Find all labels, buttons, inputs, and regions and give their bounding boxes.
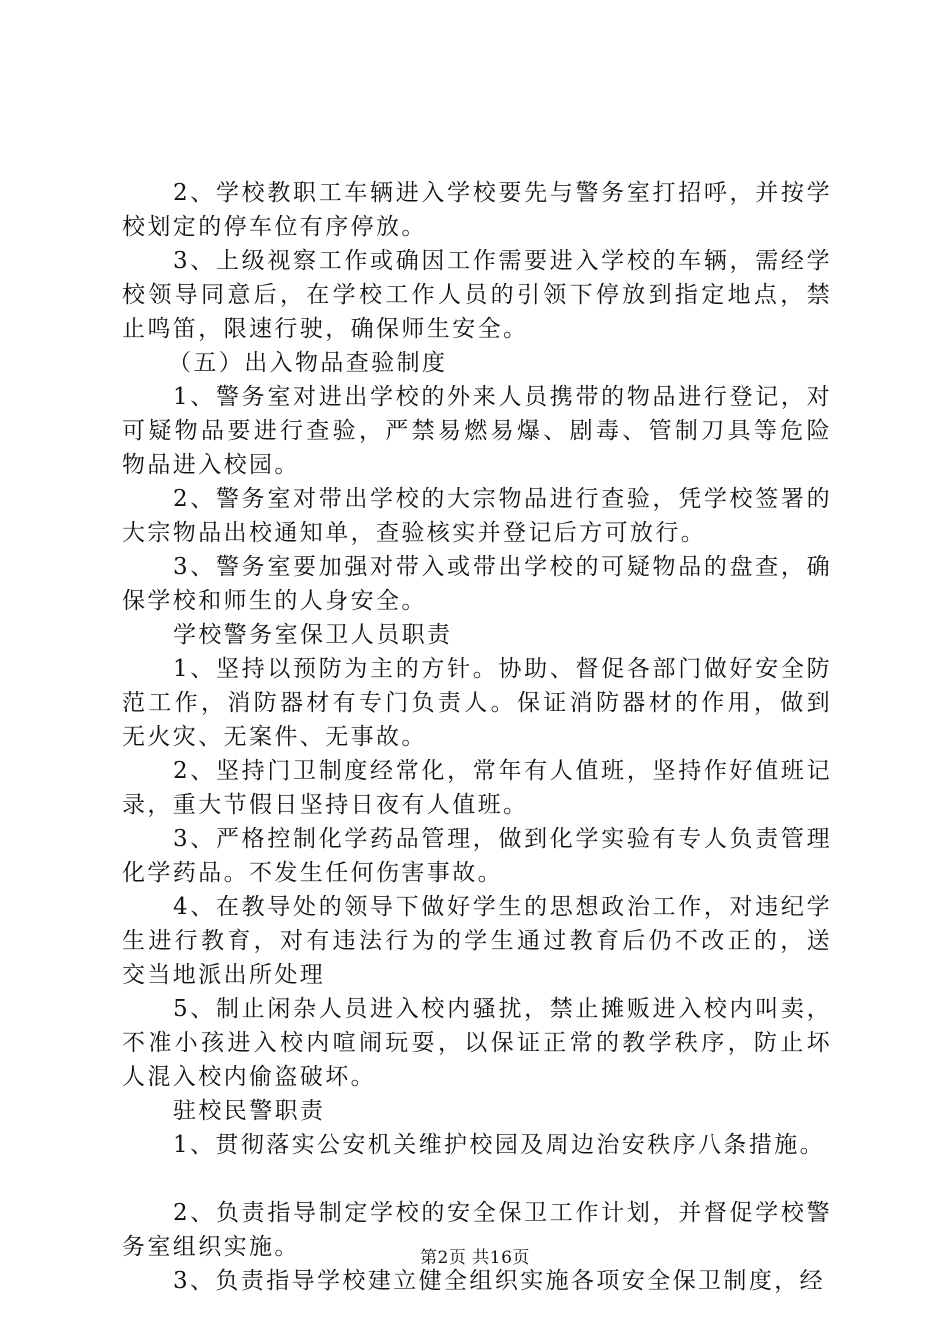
section-heading: （五）出入物品查验制度 [168,350,448,376]
blank-line [122,1162,832,1196]
body-paragraph: 1、坚持以预防为主的方针。协助、督促各部门做好安全防范工作，消防器材有专门负责人。保证消防器材的作用，做到无火灾、无案件、无事故。 [122,656,832,750]
body-paragraph: 3、上级视察工作或确因工作需要进入学校的车辆，需经学校领导同意后，在学校工作人员的引领下停放到指定地点，禁止鸣笛，限速行驶，确保师生安全。 [122,248,832,342]
body-paragraph: 3、严格控制化学药品管理，做到化学实验有专人负责管理化学药品。不发生任何伤害事故。 [122,826,832,886]
body-paragraph: 2、负责指导制定学校的安全保卫工作计划，并督促学校警务室组织实施。 [122,1200,832,1260]
body-paragraph: 3、负责指导学校建立健全组织实施各项安全保卫制度，经 [173,1268,826,1294]
section-heading: 驻校民警职责 [173,1098,326,1124]
page-footer: 第2页 共16页 [420,1248,530,1268]
body-paragraph: 2、坚持门卫制度经常化，常年有人值班，坚持作好值班记录，重大节假日坚持日夜有人值班。 [122,758,832,818]
body-paragraph: 3、警务室要加强对带入或带出学校的可疑物品的盘查，确保学校和师生的人身安全。 [122,554,832,614]
body-paragraph: 2、警务室对带出学校的大宗物品进行查验，凭学校签署的大宗物品出校通知单，查验核实并登记后方可放行。 [122,486,832,546]
body-paragraph: 1、贯彻落实公安机关维护校园及周边治安秩序八条措施。 [173,1132,826,1158]
body-paragraph: 4、在教导处的领导下做好学生的思想政治工作，对违纪学生进行教育，对有违法行为的学生通过教育后仍不改正的，送交当地派出所处理 [122,894,832,988]
document-body [122,176,832,1298]
section-heading: 学校警务室保卫人员职责 [173,622,453,648]
body-paragraph: 2、学校教职工车辆进入学校要先与警务室打招呼，并按学校划定的停车位有序停放。 [122,180,832,240]
body-paragraph: 5、制止闲杂人员进入校内骚扰，禁止摊贩进入校内叫卖，不准小孩进入校内喧闹玩耍，以保证正常的教学秩序，防止坏人混入校内偷盗破坏。 [122,996,832,1090]
body-paragraph: 1、警务室对进出学校的外来人员携带的物品进行登记，对可疑物品要进行查验，严禁易燃易爆、剧毒、管制刀具等危险物品进入校园。 [122,384,832,478]
